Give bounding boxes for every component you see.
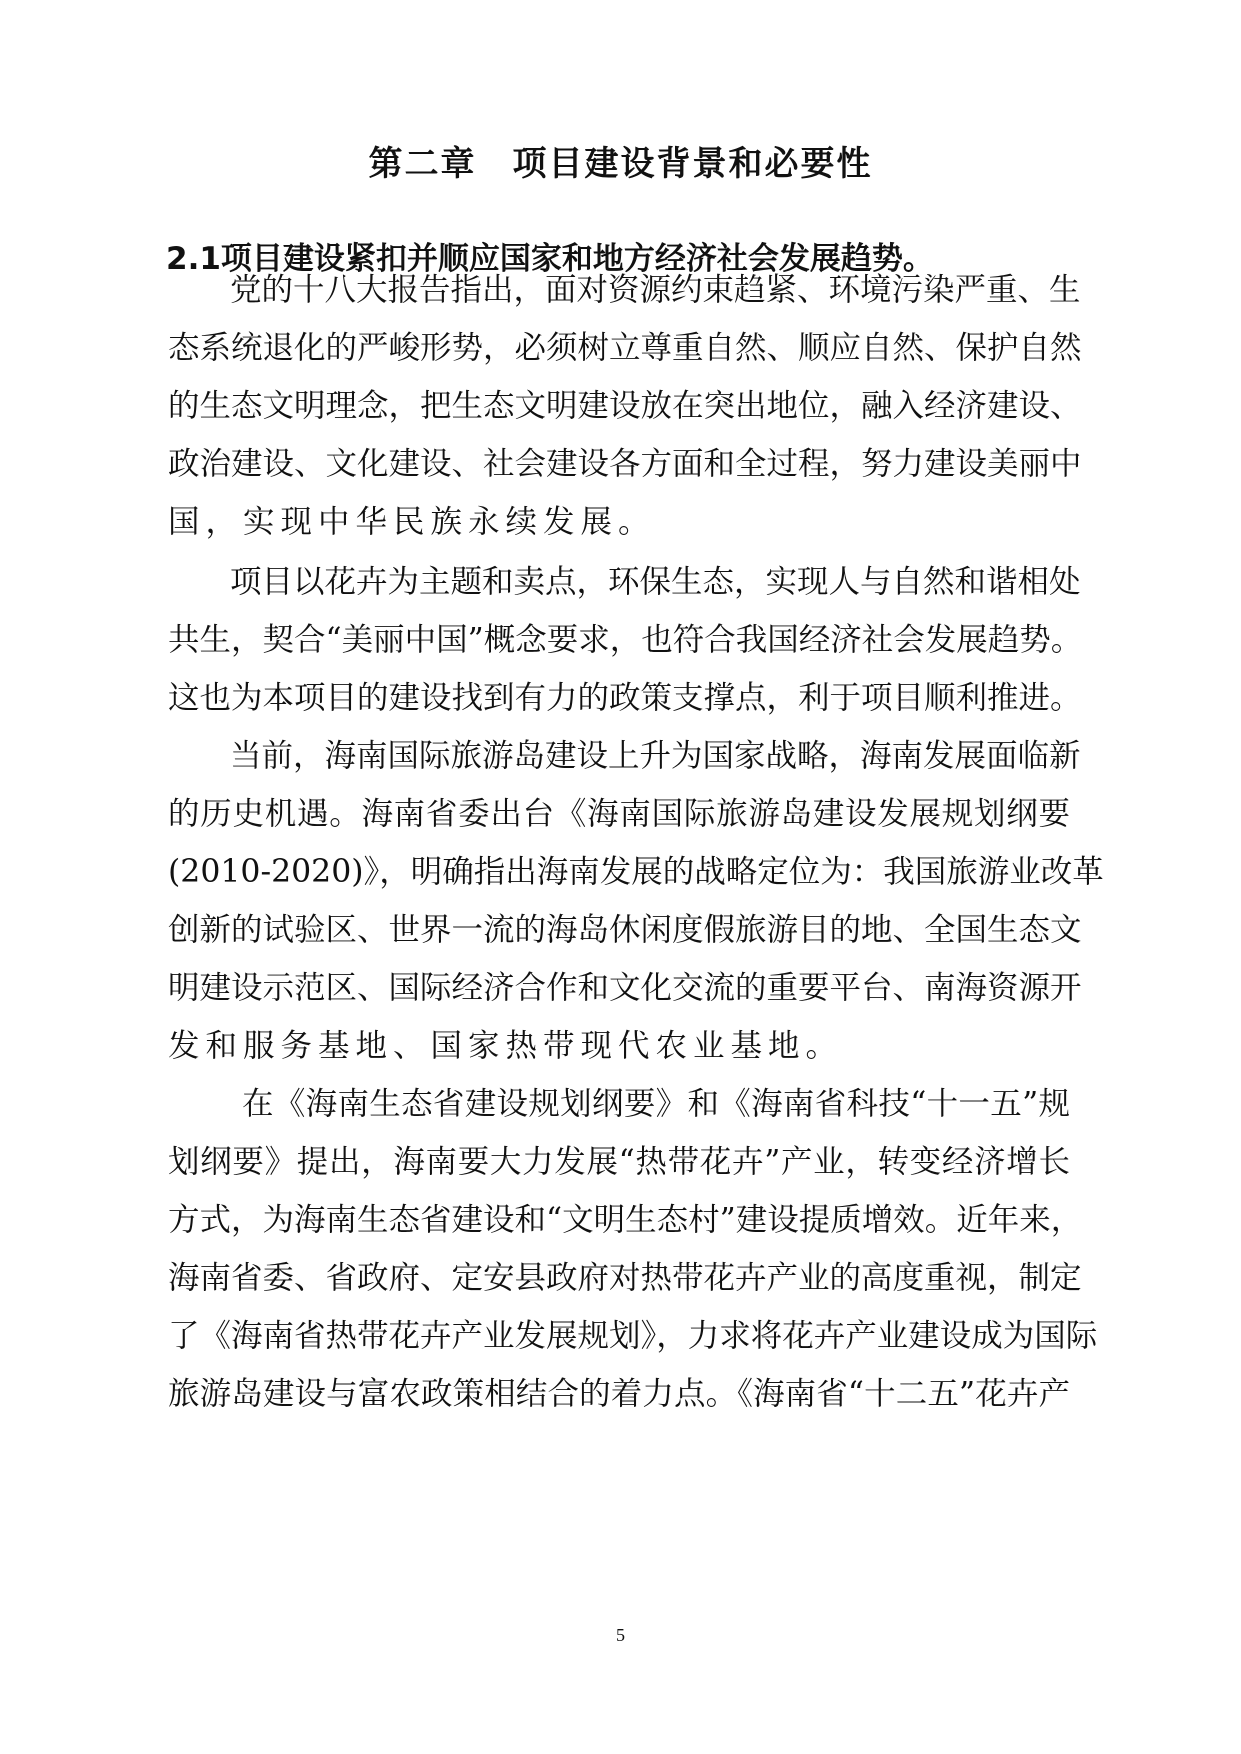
body-text-line: 的历史机遇。海南省委出台《海南国际旅游岛建设发展规划纲要 (168, 796, 1070, 832)
body-text-line: 在《海南生态省建设规划纲要》和《海南省科技“十一五”规 (242, 1086, 1070, 1122)
body-text-line: 当前，海南国际旅游岛建设上升为国家战略，海南发展面临新 (230, 738, 1081, 774)
body-text-line: 政治建设、文化建设、社会建设各方面和全过程，努力建设美丽中 (168, 446, 1082, 482)
body-text-line: 创新的试验区、世界一流的海岛休闲度假旅游目的地、全国生态文 (168, 912, 1082, 948)
body-text-line: (2010-2020)》，明确指出海南发展的战略定位为：我国旅游业改革 (168, 854, 1104, 890)
body-text-line: 项目以花卉为主题和卖点，环保生态，实现人与自然和谐相处 (230, 564, 1081, 600)
body-text-line: 旅游岛建设与富农政策相结合的着力点。《海南省“十二五”花卉产 (168, 1376, 1070, 1412)
body-text-line: 发和服务基地、国家热带现代农业基地。 (168, 1028, 844, 1064)
chapter-title: 第二章 项目建设背景和必要性 (368, 144, 873, 184)
body-text-line: 明建设示范区、国际经济合作和文化交流的重要平台、南海资源开 (168, 970, 1082, 1006)
body-text-line: 这也为本项目的建设找到有力的政策支撑点，利于项目顺利推进。 (168, 680, 1082, 716)
body-text-line: 划纲要》提出，海南要大力发展“热带花卉”产业，转变经济增长 (168, 1144, 1070, 1180)
section-heading: 2.1项目建设紧扣并顺应国家和地方经济社会发展趋势。 (166, 241, 934, 277)
body-text-line: 态系统退化的严峻形势，必须树立尊重自然、顺应自然、保护自然 (168, 330, 1082, 366)
body-text-line: 了《海南省热带花卉产业发展规划》，力求将花卉产业建设成为国际 (168, 1318, 1098, 1354)
page-number: 5 (616, 1625, 625, 1645)
body-text-line: 方式，为海南生态省建设和“文明生态村”建设提质增效。近年来， (168, 1202, 1083, 1238)
body-text-line: 共生，契合“美丽中国”概念要求，也符合我国经济社会发展趋势。 (168, 622, 1083, 658)
body-text-line: 海南省委、省政府、定安县政府对热带花卉产业的高度重视，制定 (168, 1260, 1082, 1296)
body-text-line: 国，实现中华民族永续发展。 (168, 504, 656, 540)
body-text-line: 的生态文明理念，把生态文明建设放在突出地位，融入经济建设、 (168, 388, 1082, 424)
body-text-line: 党的十八大报告指出，面对资源约束趋紧、环境污染严重、生 (230, 272, 1081, 308)
